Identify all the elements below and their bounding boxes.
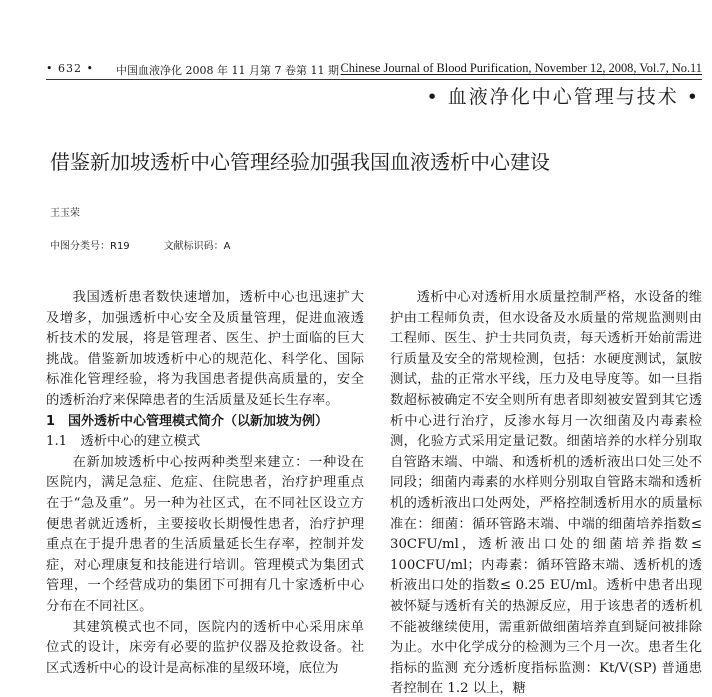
section-column-title: • 血液净化中心管理与技术 • bbox=[426, 86, 700, 108]
journal-name-chinese: 中国血液净化 2008 年 11 月第 7 卷第 11 期 bbox=[116, 64, 339, 77]
page-number: • 632 • bbox=[46, 62, 94, 75]
article-metadata bbox=[50, 237, 231, 252]
article-title: 借鉴新加坡透析中心管理经验加强我国血液透析中心建设 bbox=[50, 150, 550, 174]
document-code: 文献标识码：A bbox=[163, 241, 231, 252]
header-rule bbox=[46, 79, 702, 80]
paragraph: 在新加坡透析中心按两种类型来建立：一种设在医院内，满足急症、危症、住院患者，治疗护理重点在于“急及重”。另一种为社区式，在不同社区设立方便患者就近透析，主要接收长期慢性患者，治疗护理重点在于提升患者的生活质量延长生存率，控制并发症，对心理康复和技能进行培训。管理模式为集团式管理，一个经营成功的集团下可拥有几十家透析中心分布在不同社区。 bbox=[46, 454, 364, 614]
journal-name-english: Chinese Journal of Blood Purification, November 12, 2008, Vol.7, No.11 bbox=[340, 61, 702, 75]
body-column-left bbox=[46, 288, 364, 679]
classification-number: 中图分类号：R19 bbox=[50, 241, 130, 252]
body-column-right bbox=[390, 288, 702, 697]
paragraph: 透析中心对透析用水质量控制严格，水设备的维护由工程师负责，但水设备及水质量的常规监测则由工程师、医生、护士共同负责，每天透析开始前需进行质量及安全的常规检测，包括：水硬度测试，氯胺测试，盐的正常水平线，压力及电导度等。如一旦指数超标被确定不安全则所有患者即刻被安置到其它透析中心进行治疗，反渗水每月一次细菌及内毒素检测，化验方式采用定量记数。细菌培养的水样分别取自管路末端、中端、和透析机的透析液出口处三处不同段；细菌内毒素的水样则分别取自管路末端和透析机的透析液出口处两处，严格控制透析用水的质量标准在：细菌：循环管路末端、中端的细菌培养指数≤ 30CFU/ml，透析液出口处的细菌培养指数≤ 100CFU/ml；内毒素：循环管路末端、透析机的透析液出口处的指数≤ 0.25 EU/ml。透析中患者出现被怀疑与透析有关的热源反应，用于该患者的透析机不能被继续使用，需重新做细菌培养直到疑问被排除为止。水中化学成分的检测为三个月一次。患者生化指标的监测 充分透析度指标监测：Kt/V(SP) 普通患者控制在 1.2 以上，糖 bbox=[390, 290, 702, 697]
subsection-heading: 1.1 透析中心的建立模式 bbox=[46, 434, 201, 450]
paragraph: 我国透析患者数快速增加，透析中心也迅速扩大及增多，加强透析中心安全及质量管理，促进血液透析技术的发展，将是管理者、医生、护士面临的巨大挑战。借鉴新加坡透析中心的规范化、科学化、国际标准化管理经验，将为我国患者提供高质量的，安全的透析治疗来保障患者的生活质量及延长生存率。 bbox=[46, 290, 364, 408]
running-header bbox=[46, 62, 702, 78]
section-heading: 1 国外透析中心管理模式简介（以新加坡为例） bbox=[46, 413, 329, 429]
paragraph: 其建筑模式也不同，医院内的透析中心采用床单位式的设计，床旁有必要的监护仪器及抢救设备。社区式透析中心的设计是高标准的星级环境，底位为 bbox=[46, 619, 364, 676]
article-author: 王玉荣 bbox=[50, 208, 80, 219]
